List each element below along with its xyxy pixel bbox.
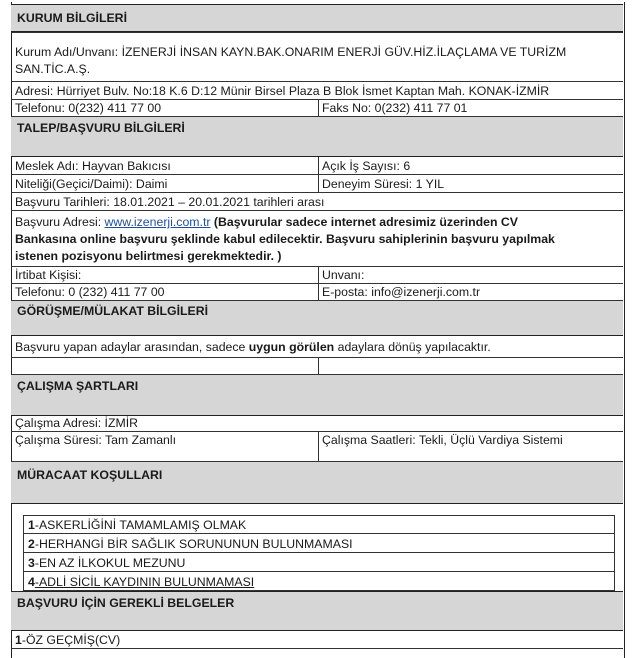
kurum-name-line1: Kurum Adı/Unvanı: İZENERJİ İNSAN KAYN.BAK.ONARIM ENERJİ GÜV.HİZ.İLAÇLAMA VE TURİZM xyxy=(15,45,567,59)
section-header-muracaat xyxy=(11,462,623,504)
section-title: TALEP/BAŞVURU BİLGİLERİ xyxy=(17,121,185,135)
section-title: GÖRÜŞME/MÜLAKAT BİLGİLERİ xyxy=(17,304,209,318)
muracaat-item: 2-HERHANGİ BİR SAĞLIK SORUNUNUN BULUNMAMASI xyxy=(23,534,615,553)
talep-telefon-row xyxy=(11,284,623,301)
calisma-saatleri: Çalışma Saatleri: Tekli, Üçlü Vardiya Sistemi xyxy=(322,433,563,447)
talep-eposta: E-posta: info@izenerji.com.tr xyxy=(322,285,481,299)
talep-meslek-row xyxy=(11,157,623,175)
meslek-adi: Meslek Adı: Hayvan Bakıcısı xyxy=(15,159,171,173)
section-header-kurum xyxy=(11,4,623,32)
kurum-name-line2: SAN.TİC.A.Ş. xyxy=(15,62,91,76)
talep-nitelik-row xyxy=(11,175,623,193)
talep-telefon: Telefonu: 0 (232) 411 77 00 xyxy=(15,285,165,299)
calisma-adresi: Çalışma Adresi: İZMİR xyxy=(15,416,138,430)
muracaat-item: 4-ADLİ SİCİL KAYDININ BULUNMAMASI xyxy=(23,572,615,591)
section-title: ÇALIŞMA ŞARTLARI xyxy=(17,379,139,393)
kurum-address: Adresi: Hürriyet Bulv. No:18 K.6 D:12 Münir Birsel Plaza B Blok İsmet Kaptan Mah. KONAK-İZMİR xyxy=(15,84,550,98)
calisma-suresi: Çalışma Süresi: Tam Zamanlı xyxy=(15,433,177,447)
basvuru-note-3: istenen pozisyonu belirtmesi gerekmektedir. ) xyxy=(15,249,282,263)
talep-tarih-row xyxy=(11,193,623,211)
kurum-name-row xyxy=(11,32,623,82)
calisma-sure-row xyxy=(11,432,623,462)
talep-adres-row xyxy=(11,211,623,267)
kurum-phone-row xyxy=(11,100,623,117)
irtibat-kisisi: İrtibat Kişisi: xyxy=(15,268,82,282)
section-header-gorusme xyxy=(11,301,623,336)
muracaat-item: 3-EN AZ İLKOKUL MEZUNU xyxy=(23,553,615,572)
basvuru-note-2: Bankasına online başvuru şeklinde kabul edilecektir. Başvuru sahiplerinin başvuru yapılmak xyxy=(15,232,555,246)
basvuru-adresi-link[interactable]: www.izenerji.com.tr xyxy=(104,215,211,229)
basvuru-note-1: (Başvurular sadece internet adresimiz üzerinden CV xyxy=(213,215,518,229)
calisma-adres-row xyxy=(11,416,623,432)
section-title: KURUM BİLGİLERİ xyxy=(17,11,127,25)
belge-item: 1-ÖZ GEÇMİŞ(CV) xyxy=(11,631,623,649)
kurum-address-row xyxy=(11,82,623,100)
section-header-talep xyxy=(11,117,623,157)
section-title: MÜRACAAT KOŞULLARI xyxy=(17,468,163,482)
deneyim-suresi: Deneyim Süresi: 1 YIL xyxy=(322,177,445,191)
niteligi: Niteliği(Geçici/Daimi): Daimi xyxy=(15,177,168,191)
acik-is-sayisi: Açık İş Sayısı: 6 xyxy=(322,159,411,173)
gorusme-text-row xyxy=(11,336,623,358)
section-header-calisma xyxy=(11,375,623,416)
basvuru-adresi-label: Başvuru Adresi: xyxy=(15,215,105,229)
gorusme-blank-row xyxy=(11,358,623,375)
muracaat-item: 1-ASKERLİĞİNİ TAMAMLAMIŞ OLMAK xyxy=(23,515,615,534)
kurum-phone: Telefonu: 0(232) 411 77 00 xyxy=(15,101,162,115)
section-header-belgeler xyxy=(11,591,623,631)
kurum-name xyxy=(15,44,566,78)
gorusme-text: Başvuru yapan adaylar arasından, sadece uygun görülen adaylara dönüş yapılacaktır. xyxy=(15,340,491,354)
muracaat-spacer xyxy=(11,504,623,514)
section-title: BAŞVURU İÇİN GEREKLİ BELGELER xyxy=(17,596,235,610)
basvuru-tarihleri: Başvuru Tarihleri: 18.01.2021 – 20.01.2021 tarihleri arası xyxy=(15,195,325,209)
unvani: Unvanı: xyxy=(322,268,365,282)
kurum-fax: Faks No: 0(232) 411 77 01 xyxy=(322,101,468,115)
talep-irtibat-row xyxy=(11,267,623,284)
